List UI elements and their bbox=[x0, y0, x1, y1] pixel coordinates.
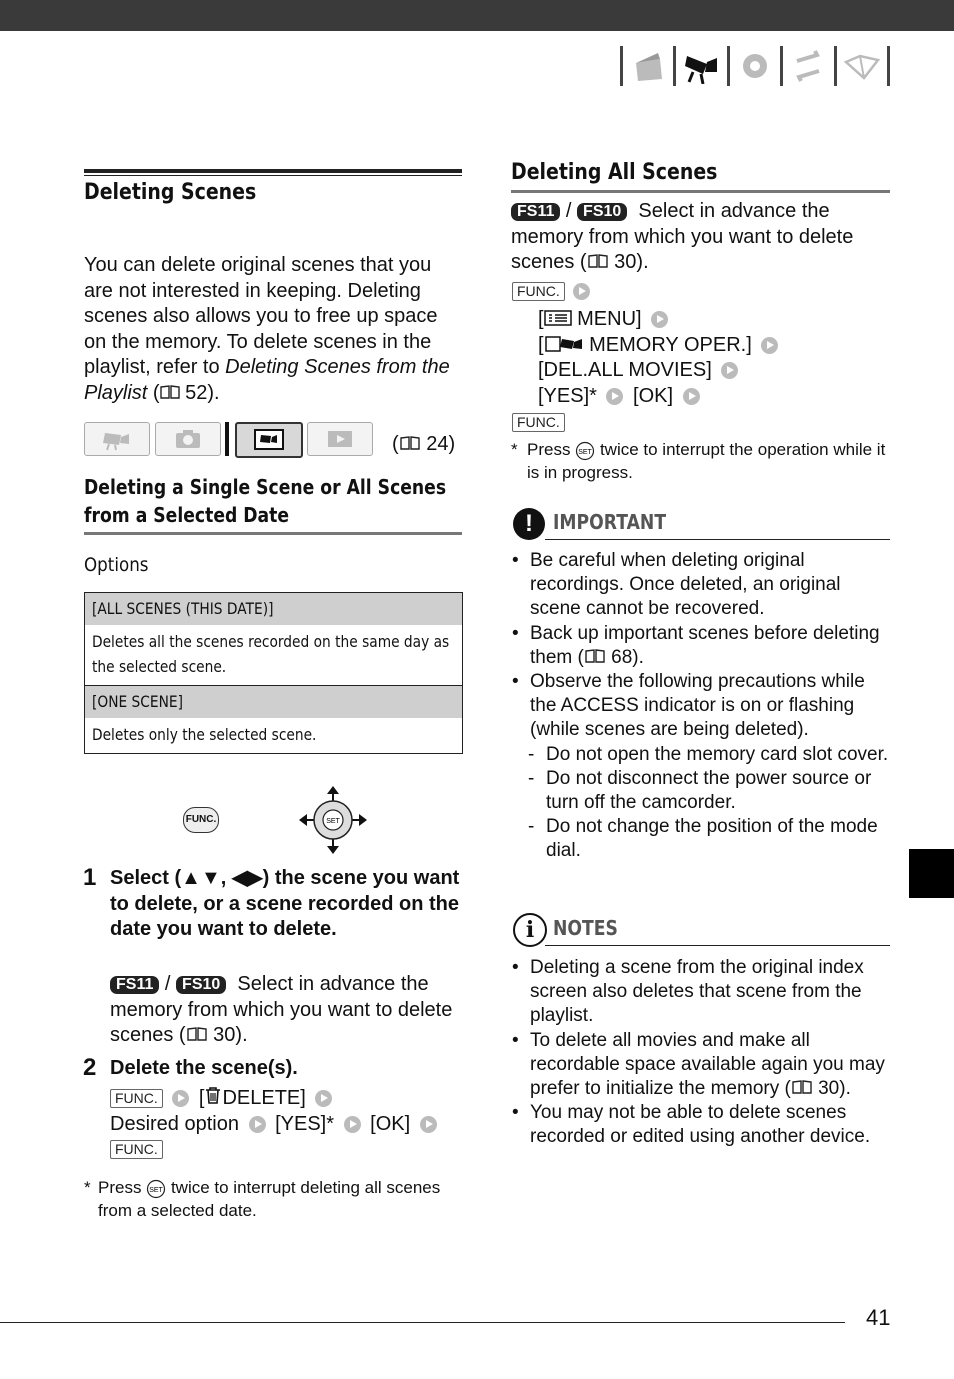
step-number: 2 bbox=[83, 1054, 97, 1081]
step-number: 1 bbox=[83, 864, 97, 891]
right-menu-sequence: [ MENU] [ MEMORY OPER.] [DEL.ALL MOVIES] [YES]* [OK] bbox=[538, 307, 898, 409]
transfer-icon bbox=[783, 44, 833, 88]
movie-playback-icon bbox=[237, 424, 301, 456]
list-item: • Deleting a scene from the original index screen also deletes that scene from the playlist. bbox=[512, 956, 892, 1029]
fs11-badge: FS11 bbox=[511, 203, 560, 221]
next-arrow-icon bbox=[606, 388, 623, 405]
book-ref-icon bbox=[399, 436, 421, 450]
book-ref-icon bbox=[160, 382, 180, 404]
list-item: • You may not be able to delete scenes recorded or edited using another device. bbox=[512, 1101, 892, 1149]
book-ref-icon bbox=[186, 1027, 208, 1041]
photo-playback-icon bbox=[308, 423, 372, 455]
list-item: • Observe the following precautions while the ACCESS indicator is on or flashing (while scenes are being deleted). - Do not open the memory card slot cover. - Do not disconnect the power source or turn off the camcorder. - Do not change the position of the mode dial. bbox=[512, 670, 892, 864]
next-arrow-icon bbox=[761, 337, 778, 354]
photo-icon bbox=[730, 44, 780, 88]
next-arrow-icon bbox=[172, 1090, 189, 1107]
joystick-icon bbox=[297, 784, 369, 856]
next-arrow-icon bbox=[420, 1116, 437, 1133]
list-item: • Back up important scenes before deleting them ( 68). bbox=[512, 622, 892, 670]
direction-arrows: ▲▼, ◀▶ bbox=[181, 867, 263, 889]
photo-mode-icon bbox=[156, 423, 220, 455]
top-bar bbox=[0, 0, 954, 31]
important-list bbox=[512, 549, 892, 864]
important-title: IMPORTANT bbox=[553, 510, 667, 534]
step2-footnote: * Press SET twice to interrupt deleting all scenes from a selected date. bbox=[84, 1178, 441, 1220]
cross-reference-title: Deleting Scenes from the Playlist bbox=[84, 356, 450, 404]
options-label: Options bbox=[84, 554, 149, 576]
footer-rule bbox=[0, 1322, 845, 1323]
important-rule bbox=[545, 539, 890, 540]
set-icon bbox=[575, 440, 595, 459]
sub-list-item: - Do not open the memory card slot cover. bbox=[528, 743, 892, 767]
important-exclamation-icon: ! bbox=[513, 508, 545, 540]
next-arrow-icon bbox=[651, 311, 668, 328]
mode-indicator-row bbox=[84, 422, 464, 458]
step2-sequence: FUNC. [ DELETE] Desired option [YES]* [OK] FUNC. bbox=[110, 1086, 470, 1163]
subsection-title: Deleting a Single Scene or All Scenes from a Selected Date bbox=[84, 475, 447, 527]
next-arrow-icon bbox=[683, 388, 700, 405]
intro-paragraph: You can delete original scenes that you are not interested in keeping. Deleting scenes also allows you to free up space on the memory. To delete scenes in the playlist, refer to Deleting Scenes from the Playlist ( 52). bbox=[84, 254, 450, 404]
mode-movie-playback-box-active bbox=[235, 422, 303, 458]
notes-list bbox=[512, 956, 892, 1150]
mode-photo-box bbox=[155, 422, 221, 456]
page-number: 41 bbox=[866, 1305, 891, 1330]
chapter-side-tab bbox=[909, 849, 954, 898]
next-arrow-icon bbox=[573, 283, 590, 300]
mode-page-ref: ( 24) bbox=[392, 433, 456, 455]
section-icons bbox=[620, 44, 890, 88]
list-item: • To delete all movies and make all recordable space available again you may prefer to initialize the memory ( 30). bbox=[512, 1029, 892, 1102]
movie-mode-icon bbox=[85, 423, 149, 455]
set-button-label: SET bbox=[326, 818, 340, 825]
right-intro: FS11 / FS10 Select in advance the memory from which you want to delete scenes ( 30). bbox=[511, 200, 854, 273]
right-func-start: FUNC. bbox=[512, 282, 594, 301]
right-title-rule bbox=[511, 190, 890, 193]
subsection-rule bbox=[84, 532, 462, 535]
movie-camera-icon bbox=[676, 44, 726, 88]
notes-rule bbox=[545, 945, 890, 946]
joystick-illustration bbox=[297, 784, 369, 856]
next-arrow-icon bbox=[721, 362, 738, 379]
option-header: [ALL SCENES (THIS DATE)] bbox=[85, 593, 462, 625]
book-ref-icon bbox=[791, 1080, 813, 1094]
menu-icon bbox=[544, 308, 572, 330]
fs10-badge: FS10 bbox=[176, 976, 226, 994]
title-rule-thin bbox=[84, 175, 462, 176]
sub-list-item: - Do not change the position of the mode dial. bbox=[528, 815, 892, 863]
step2-title: Delete the scene(s). bbox=[110, 1057, 298, 1079]
book-ref-icon bbox=[587, 254, 609, 268]
option-description: Deletes all the scenes recorded on the same day as the selected scene. bbox=[85, 625, 462, 686]
svg-text:SET: SET bbox=[149, 1186, 164, 1194]
info-icon: i bbox=[513, 913, 547, 947]
options-table bbox=[84, 592, 463, 754]
set-icon bbox=[146, 1178, 166, 1197]
book-icon bbox=[837, 44, 887, 88]
next-arrow-icon bbox=[344, 1116, 361, 1133]
book-ref-icon bbox=[584, 649, 606, 663]
step1-instruction: Select (▲▼, ◀▶) the scene you want to delete, or a scene recorded on the date you want to delete. bbox=[110, 867, 460, 940]
svg-text:SET: SET bbox=[578, 448, 593, 456]
next-arrow-icon bbox=[249, 1116, 266, 1133]
func-button-illustration: FUNC. bbox=[183, 807, 219, 833]
section-title: Deleting Scenes bbox=[84, 180, 257, 205]
right-footnote: * Press SET twice to interrupt the operation while it is in progress. bbox=[511, 440, 886, 482]
option-description: Deletes only the selected scene. bbox=[92, 725, 317, 744]
memory-oper-icon bbox=[544, 334, 584, 356]
step1-note: FS11 / FS10 Select in advance the memory from which you want to delete scenes ( 30). bbox=[110, 973, 453, 1046]
func-key: FUNC. bbox=[110, 1140, 163, 1159]
option-header: [ONE SCENE] bbox=[85, 686, 462, 718]
notes-title: NOTES bbox=[553, 916, 618, 940]
trash-icon bbox=[204, 1087, 222, 1109]
title-rule-thick bbox=[84, 169, 462, 173]
mode-movie-index-box bbox=[84, 422, 150, 456]
func-key: FUNC. bbox=[110, 1089, 163, 1108]
right-section-title: Deleting All Scenes bbox=[511, 160, 718, 185]
clapboard-icon bbox=[623, 44, 673, 88]
next-arrow-icon bbox=[315, 1090, 332, 1107]
fs10-badge: FS10 bbox=[577, 203, 627, 221]
mode-photo-playback-box bbox=[307, 422, 373, 456]
sub-list-item: - Do not disconnect the power source or turn off the camcorder. bbox=[528, 767, 892, 815]
right-func-end: FUNC. bbox=[512, 413, 565, 432]
fs11-badge: FS11 bbox=[110, 976, 159, 994]
list-item: • Be careful when deleting original recordings. Once deleted, an original scene cannot be recovered. bbox=[512, 549, 892, 622]
